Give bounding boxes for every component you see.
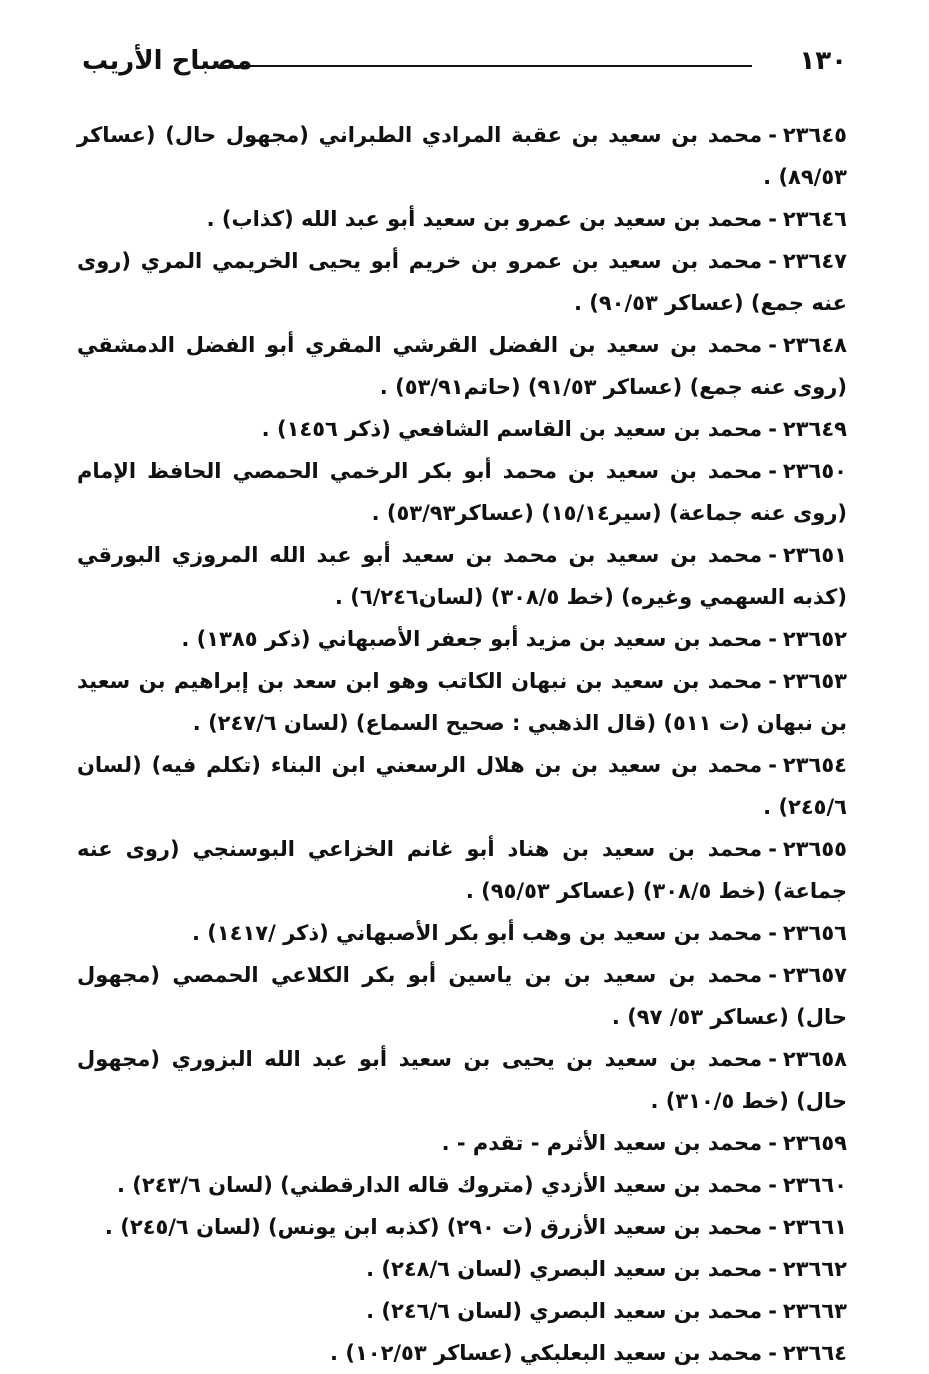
entry-separator: - (768, 753, 777, 777)
entry-separator: - (768, 921, 777, 945)
running-title: مصباح الأريب (82, 46, 253, 76)
entry-separator: - (768, 627, 777, 651)
page-header (82, 44, 847, 84)
entry-separator: - (768, 1131, 777, 1155)
entry-text: محمد بن سعيد بن عمرو بن خريم أبو يحيى الخريمي المري (روى عنه جمع) (عساكر ٩٠/٥٣) . (77, 249, 847, 315)
header-rule (219, 65, 752, 67)
list-item (77, 828, 847, 912)
entry-number: ٢٣٦٥٨ (782, 1047, 847, 1071)
entry-number: ٢٣٦٥٣ (782, 669, 847, 693)
entry-separator: - (768, 1047, 777, 1071)
entry-number: ٢٣٦٥٢ (782, 627, 847, 651)
entry-text: محمد بن سعيد بن بن ياسين أبو بكر الكلاعي الحمصي (مجهول حال) (عساكر ٥٣/ ٩٧) . (77, 963, 847, 1029)
entry-separator: - (768, 1257, 777, 1281)
entry-separator: - (768, 417, 777, 441)
entry-text: محمد بن سعيد بن مزيد أبو جعفر الأصبهاني (ذكر ١٣٨٥) . (181, 627, 763, 651)
entry-text: محمد بن سعيد بن يحيى بن سعيد أبو عبد الله البزوري (مجهول حال) (خط ٣١٠/٥) . (77, 1047, 847, 1113)
list-item (77, 408, 847, 450)
entry-text: محمد بن سعيد البصري (لسان ٢٤٨/٦) . (366, 1257, 763, 1281)
entry-text: محمد بن سعيد بن هناد أبو غانم الخزاعي البوسنجي (روى عنه جماعة) (خط ٣٠٨/٥) (عساكر ٩٥/٥٣) . (77, 837, 847, 903)
entry-separator: - (768, 963, 777, 987)
list-item (77, 1332, 847, 1374)
entry-separator: - (768, 333, 777, 357)
entry-text: محمد بن سعيد بن نبهان الكاتب وهو ابن سعد بن إبراهيم بن سعيد بن نبهان (ت ٥١١) (قال الذهبي : صحيح السماع) (لسان ٢٤٧/٦) . (77, 669, 847, 735)
list-item (77, 1290, 847, 1332)
entry-separator: - (768, 669, 777, 693)
entry-number: ٢٣٦٥٠ (782, 459, 847, 483)
entry-separator: - (768, 459, 777, 483)
entry-number: ٢٣٦٥١ (782, 543, 847, 567)
entry-text: محمد بن سعيد الأزدي (متروك قاله الدارقطني) (لسان ٢٤٣/٦) . (116, 1173, 763, 1197)
list-item (77, 1122, 847, 1164)
page-number: ١٣٠ (799, 46, 847, 76)
entry-text: محمد بن سعيد بن عمرو بن سعيد أبو عبد الله (كذاب) . (206, 207, 763, 231)
entry-number: ٢٣٦٦٣ (782, 1299, 847, 1323)
entry-number: ٢٣٦٦٠ (782, 1173, 847, 1197)
list-item (77, 324, 847, 408)
entry-separator: - (768, 249, 777, 273)
list-item (77, 1206, 847, 1248)
entry-number: ٢٣٦٥٩ (782, 1131, 847, 1155)
entry-text: محمد بن سعيد بن بن هلال الرسعني ابن البناء (تكلم فيه) (لسان ٢٤٥/٦) . (77, 753, 847, 819)
entry-text: محمد بن سعيد البصري (لسان ٢٤٦/٦) . (366, 1299, 763, 1323)
entry-separator: - (768, 1215, 777, 1239)
entry-separator: - (768, 1173, 777, 1197)
entry-list (77, 114, 847, 1374)
list-item (77, 912, 847, 954)
list-item (77, 450, 847, 534)
list-item (77, 1248, 847, 1290)
entry-number: ٢٣٦٤٧ (782, 249, 847, 273)
entry-number: ٢٣٦٥٧ (782, 963, 847, 987)
entry-number: ٢٣٦٤٦ (782, 207, 847, 231)
list-item (77, 114, 847, 198)
entry-number: ٢٣٦٤٥ (782, 123, 847, 147)
entry-separator: - (768, 207, 777, 231)
list-item (77, 954, 847, 1038)
entry-separator: - (768, 543, 777, 567)
entry-text: محمد بن سعيد بن الفضل القرشي المقري أبو الفضل الدمشقي (روى عنه جمع) (عساكر ٩١/٥٣) (حاتم٥٣/٩١) . (77, 333, 847, 399)
entry-number: ٢٣٦٦٢ (782, 1257, 847, 1281)
list-item (77, 198, 847, 240)
entry-text: محمد بن سعيد الأزرق (ت ٢٩٠) (كذبه ابن يونس) (لسان ٢٤٥/٦) . (104, 1215, 763, 1239)
entry-text: محمد بن سعيد الأثرم - تقدم - . (441, 1131, 763, 1155)
list-item (77, 618, 847, 660)
list-item (77, 660, 847, 744)
list-item (77, 1038, 847, 1122)
entry-number: ٢٣٦٥٥ (782, 837, 847, 861)
entry-text: محمد بن سعيد بن محمد أبو بكر الرخمي الحمصي الحافظ الإمام (روى عنه جماعة) (سير١٥/١٤) (عساكر٥٣/٩٣) . (77, 459, 847, 525)
entry-text: محمد بن سعيد بن القاسم الشافعي (ذكر ١٤٥٦) . (261, 417, 763, 441)
list-item (77, 1164, 847, 1206)
entry-separator: - (768, 123, 777, 147)
entry-number: ٢٣٦٤٩ (782, 417, 847, 441)
entry-number: ٢٣٦٥٤ (782, 753, 847, 777)
entry-separator: - (768, 837, 777, 861)
entry-number: ٢٣٦٥٦ (782, 921, 847, 945)
entry-number: ٢٣٦٤٨ (782, 333, 847, 357)
entry-text: محمد بن سعيد بن محمد بن سعيد أبو عبد الله المروزي البورقي (كذبه السهمي وغيره) (خط ٣٠٨/٥) (لسان٦/٢٤٦) . (77, 543, 847, 609)
list-item (77, 240, 847, 324)
entry-number: ٢٣٦٦١ (782, 1215, 847, 1239)
entry-text: محمد بن سعيد بن وهب أبو بكر الأصبهاني (ذكر /١٤١٧) . (191, 921, 763, 945)
list-item (77, 534, 847, 618)
entry-text: محمد بن سعيد البعلبكي (عساكر ١٠٢/٥٣) . (330, 1341, 763, 1365)
entry-number: ٢٣٦٦٤ (782, 1341, 847, 1365)
list-item (77, 744, 847, 828)
entry-separator: - (768, 1299, 777, 1323)
entry-text: محمد بن سعيد بن عقبة المرادي الطبراني (مجهول حال) (عساكر ٨٩/٥٣) . (77, 123, 847, 189)
entry-separator: - (768, 1341, 777, 1365)
